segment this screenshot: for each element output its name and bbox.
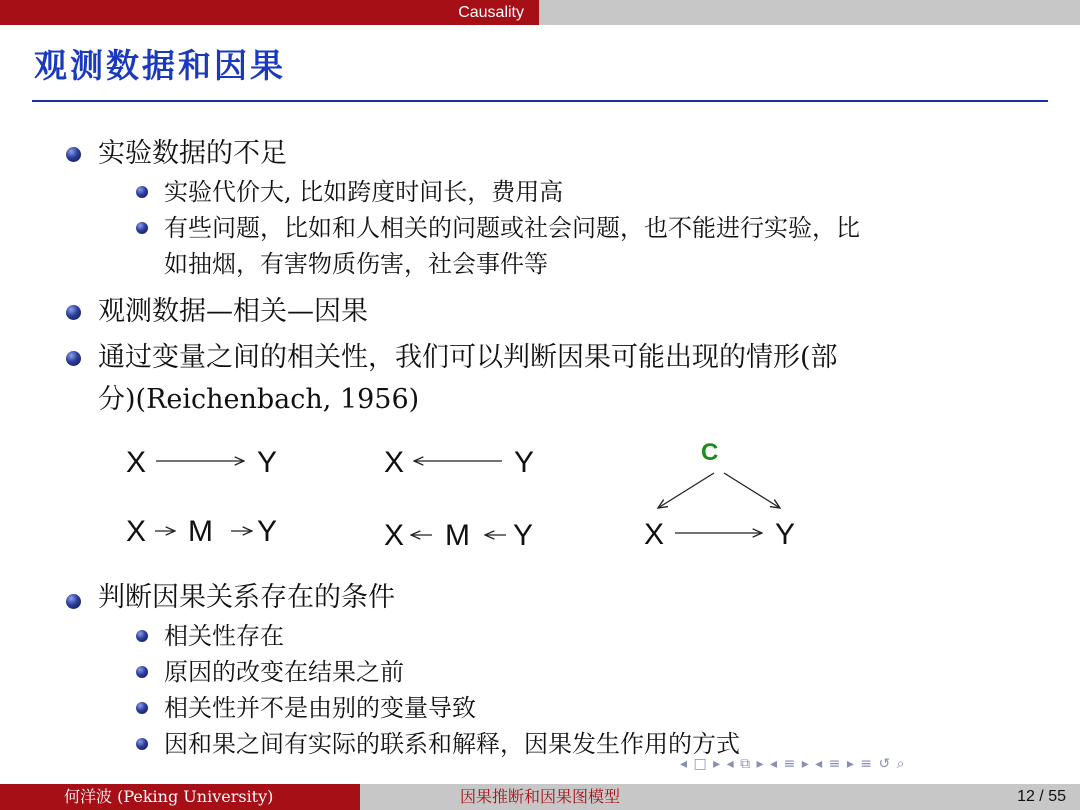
sub-bullet-ball-icon xyxy=(136,666,148,678)
sub-bullet-mechanism: 因和果之间有实际的联系和解释，因果发生作用的方式 xyxy=(164,730,740,758)
diagram-common-cause xyxy=(644,439,795,551)
node-x: X xyxy=(644,518,665,551)
diagram-mediator-forward xyxy=(126,515,277,548)
sub-bullet-ball-icon xyxy=(136,702,148,714)
node-y: Y xyxy=(257,515,278,548)
bullet-ball-icon xyxy=(66,594,81,609)
bullet-correlation-line1: 通过变量之间的相关性，我们可以判断因果可能出现的情形(部 xyxy=(98,342,838,373)
diagram-mediator-backward xyxy=(384,519,533,552)
diagram-x-causes-y xyxy=(126,446,277,479)
node-y: Y xyxy=(514,446,535,479)
arrow xyxy=(724,473,780,508)
sub-bullet-ethics-line1: 有些问题，比如和人相关的问题或社会问题，也不能进行实验，比 xyxy=(164,214,860,242)
node-x: X xyxy=(126,446,147,479)
node-m: M xyxy=(188,515,213,548)
node-y: Y xyxy=(257,446,278,479)
node-y: Y xyxy=(513,519,534,552)
node-y: Y xyxy=(775,518,796,551)
node-x: X xyxy=(384,446,405,479)
node-c: C xyxy=(701,439,719,466)
sub-bullet-cost: 实验代价大, 比如跨度时间长，费用高 xyxy=(164,178,564,206)
diagram-y-causes-x xyxy=(384,446,534,479)
footer xyxy=(0,784,1080,810)
bullet-insufficient-experiments: 实验数据的不足 xyxy=(98,138,287,169)
node-x: X xyxy=(384,519,405,552)
footer-author: 何洋波 (Peking University) xyxy=(0,784,360,810)
slide-title: 观测数据和因果 xyxy=(34,46,286,85)
bullet-observation-chain: 观测数据—相关—因果 xyxy=(98,296,368,327)
sub-bullet-ball-icon xyxy=(136,738,148,750)
footer-page-number: 12 / 55 xyxy=(720,784,1080,810)
arrow xyxy=(658,473,714,508)
footer-talk-title: 因果推断和因果图模型 xyxy=(360,784,720,810)
node-x: X xyxy=(126,515,147,548)
sub-bullet-correlation-exists: 相关性存在 xyxy=(164,622,284,650)
sub-bullet-ball-icon xyxy=(136,630,148,642)
sub-bullet-no-confounder: 相关性并不是由别的变量导致 xyxy=(164,694,476,722)
sub-bullet-ethics-line2: 如抽烟，有害物质伤害，社会事件等 xyxy=(164,250,548,278)
bullet-correlation-line2: 分)(Reichenbach, 1956) xyxy=(98,384,420,415)
section-title: Causality xyxy=(0,0,539,25)
node-m: M xyxy=(445,519,470,552)
sub-bullet-cause-precedes: 原因的改变在结果之前 xyxy=(164,658,404,686)
beamer-navigation-icons[interactable]: ◂ □ ▸ ◂ ⧉ ▸ ◂ ≡ ▸ ◂ ≡ ▸ ≡ ↺ ⌕ xyxy=(680,756,906,772)
bullet-causality-conditions: 判断因果关系存在的条件 xyxy=(98,582,395,613)
